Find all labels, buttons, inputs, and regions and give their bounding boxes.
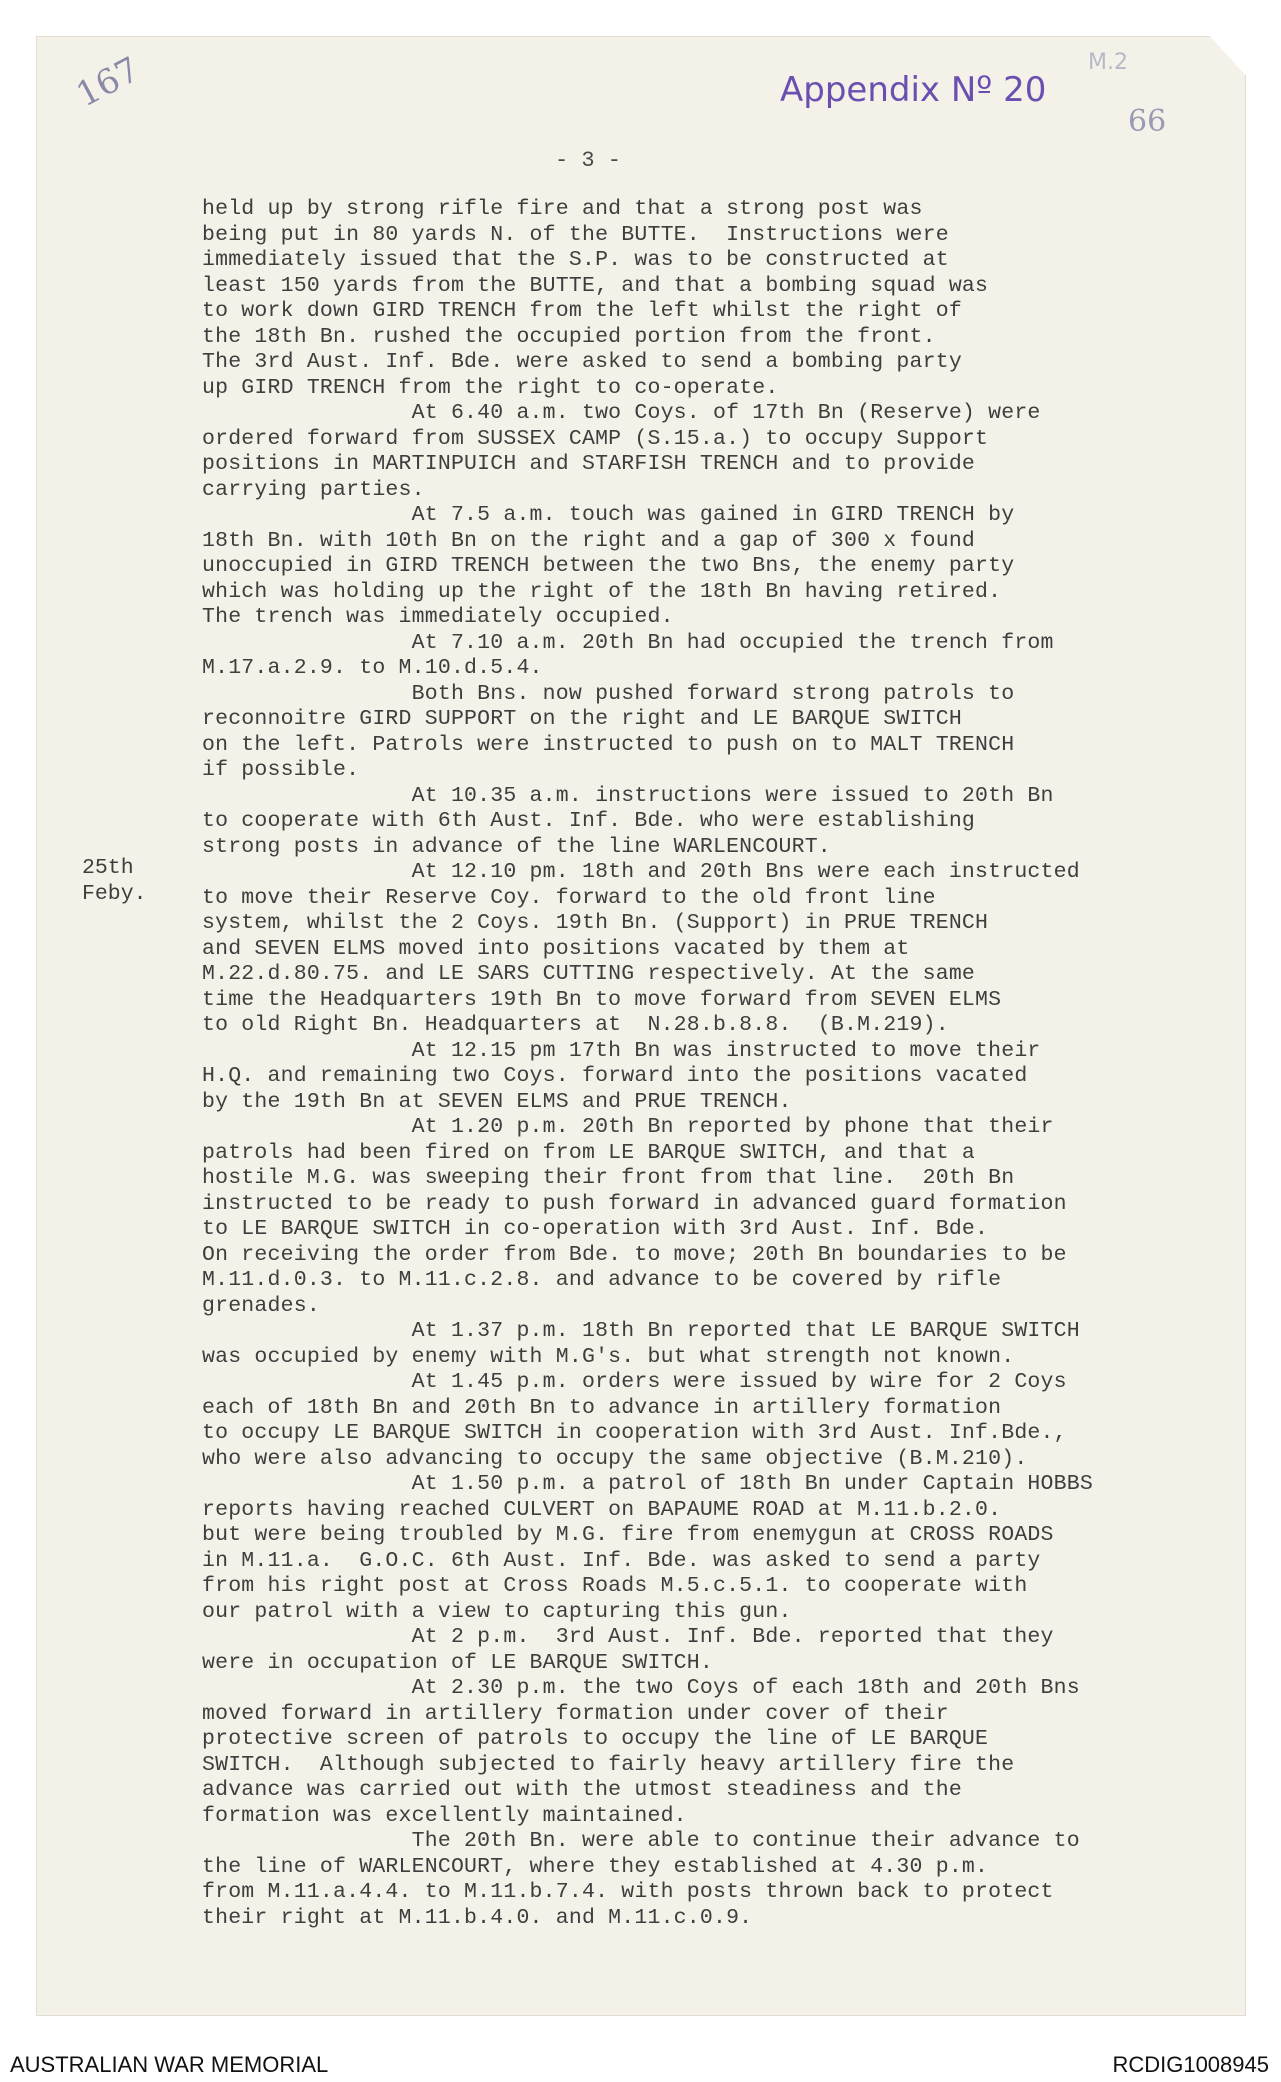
text-line: H.Q. and remaining two Coys. forward into the positions vacated (202, 1064, 1028, 1088)
text-line: SWITCH. Although subjected to fairly heavy artillery fire the (202, 1752, 1015, 1777)
stamp-number: 167 (70, 49, 147, 116)
footer-bar (0, 2050, 1281, 2082)
text-line: held up by strong rifle fire and that a strong post was (202, 197, 923, 221)
text-line: were in occupation of LE BARQUE SWITCH. (202, 1650, 713, 1675)
text-line: our patrol with a view to capturing this gun. (202, 1599, 792, 1624)
text-line: positions in MARTINPUICH and STARFISH TRENCH and to provide (202, 452, 976, 476)
text-line: immediately issued that the S.P. was to be constructed at (202, 248, 949, 272)
text-line: to LE BARQUE SWITCH in co-operation with 3rd Aust. Inf. Bde. (202, 1217, 989, 1241)
text-line: advance was carried out with the utmost steadiness and the (202, 1778, 962, 1802)
text-line: 18th Bn. with 10th Bn on the right and a gap of 300 x found (202, 528, 976, 553)
page-number: - 3 - (555, 148, 622, 173)
text-line: At 7.10 a.m. 20th Bn had occupied the trench from (202, 630, 1054, 655)
text-line: to move their Reserve Coy. forward to the old front line (202, 885, 936, 910)
text-line: who were also advancing to occupy the same objective (B.M.210). (202, 1446, 1028, 1471)
text-line: At 2.30 p.m. the two Coys of each 18th and 20th Bns (202, 1676, 1080, 1700)
text-line: on the left. Patrols were instructed to push on to MALT TRENCH (202, 732, 1015, 757)
text-line: their right at M.11.b.4.0. and M.11.c.0.9. (202, 1905, 753, 1930)
text-line: but were being troubled by M.G. fire from enemygun at CROSS ROADS (202, 1523, 1054, 1547)
text-line: least 150 yards from the BUTTE, and that a bombing squad was (202, 273, 989, 298)
text-line: the 18th Bn. rushed the occupied portion from the front. (202, 324, 936, 349)
text-line: At 1.50 p.m. a patrol of 18th Bn under Captain HOBBS (202, 1472, 1093, 1496)
folio-number: 66 (1128, 104, 1167, 139)
text-line: to old Right Bn. Headquarters at N.28.b.8.8. (B.M.219). (202, 1013, 949, 1037)
text-line: instructed to be ready to push forward in advanced guard formation (202, 1191, 1067, 1216)
text-line: patrols had been fired on from LE BARQUE SWITCH, and that a (202, 1140, 976, 1165)
text-line: M.22.d.80.75. and LE SARS CUTTING respectively. At the same (202, 962, 976, 986)
text-line: each of 18th Bn and 20th Bn to advance in artillery formation (202, 1395, 1002, 1420)
text-line: moved forward in artillery formation under cover of their (202, 1701, 949, 1726)
text-line: was occupied by enemy with M.G's. but what strength not known. (202, 1344, 1015, 1369)
text-line: At 7.5 a.m. touch was gained in GIRD TRENCH by (202, 503, 1015, 527)
appendix-label: Appendix Nº 20 (780, 70, 1047, 110)
text-line: reports having reached CULVERT on BAPAUME ROAD at M.11.b.2.0. (202, 1497, 1002, 1522)
text-line: At 12.10 pm. 18th and 20th Bns were each instructed (202, 860, 1080, 884)
text-line: At 10.35 a.m. instructions were issued to 20th Bn (202, 783, 1054, 808)
text-line: carrying parties. (202, 477, 425, 502)
text-line: At 12.15 pm 17th Bn was instructed to move their (202, 1038, 1041, 1063)
text-line: strong posts in advance of the line WARLENCOURT. (202, 834, 831, 859)
document-body (202, 197, 1202, 1931)
text-line: by the 19th Bn at SEVEN ELMS and PRUE TRENCH. (202, 1089, 792, 1114)
text-line: hostile M.G. was sweeping their front from that line. 20th Bn (202, 1166, 1015, 1190)
text-line: Both Bns. now pushed forward strong patrols to (202, 681, 1015, 706)
text-line: system, whilst the 2 Coys. 19th Bn. (Support) in PRUE TRENCH (202, 911, 989, 935)
text-line: the line of WARLENCOURT, where they established at 4.30 p.m. (202, 1854, 989, 1879)
text-line: formation was excellently maintained. (202, 1803, 687, 1828)
text-line: time the Headquarters 19th Bn to move forward from SEVEN ELMS (202, 987, 1002, 1012)
text-line: in M.11.a. G.O.C. 6th Aust. Inf. Bde. was asked to send a party (202, 1548, 1041, 1573)
text-line: At 1.37 p.m. 18th Bn reported that LE BARQUE SWITCH (202, 1319, 1080, 1343)
text-line: At 6.40 a.m. two Coys. of 17th Bn (Reserve) were (202, 401, 1041, 425)
text-line: unoccupied in GIRD TRENCH between the two Bns, the enemy party (202, 554, 1015, 578)
text-line: The 3rd Aust. Inf. Bde. were asked to send a bombing party (202, 350, 962, 374)
text-line: ordered forward from SUSSEX CAMP (S.15.a.) to occupy Support (202, 426, 989, 451)
text-line: M.11.d.0.3. to M.11.c.2.8. and advance to be covered by rifle (202, 1268, 1002, 1292)
corner-mark: M.2 (1088, 50, 1128, 75)
text-line: At 1.20 p.m. 20th Bn reported by phone that their (202, 1115, 1054, 1139)
text-line: At 2 p.m. 3rd Aust. Inf. Bde. reported that they (202, 1625, 1054, 1649)
text-line: up GIRD TRENCH from the right to co-operate. (202, 375, 779, 400)
text-line: The 20th Bn. were able to continue their advance to (202, 1829, 1080, 1853)
margin-date-note: 25th Feby. (82, 856, 147, 906)
text-line: to occupy LE BARQUE SWITCH in cooperation with 3rd Aust. Inf.Bde., (202, 1421, 1067, 1445)
text-line: The trench was immediately occupied. (202, 605, 674, 629)
text-line: grenades. (202, 1293, 320, 1318)
text-line: and SEVEN ELMS moved into positions vacated by them at (202, 936, 910, 961)
text-line: M.17.a.2.9. to M.10.d.5.4. (202, 656, 543, 680)
footer-source: AUSTRALIAN WAR MEMORIAL (10, 2052, 329, 2077)
text-line: to cooperate with 6th Aust. Inf. Bde. who were establishing (202, 809, 976, 833)
text-line: from M.11.a.4.4. to M.11.b.7.4. with posts thrown back to protect (202, 1880, 1054, 1904)
text-line: At 1.45 p.m. orders were issued by wire for 2 Coys (202, 1370, 1067, 1394)
text-line: from his right post at Cross Roads M.5.c.5.1. to cooperate with (202, 1574, 1028, 1598)
text-line: to work down GIRD TRENCH from the left whilst the right of (202, 299, 962, 323)
text-line: reconnoitre GIRD SUPPORT on the right and LE BARQUE SWITCH (202, 707, 962, 731)
text-line: On receiving the order from Bde. to move; 20th Bn boundaries to be (202, 1242, 1067, 1267)
text-line: if possible. (202, 758, 360, 782)
text-line: which was holding up the right of the 18th Bn having retired. (202, 579, 1002, 604)
footer-id: RCDIG1008945 (1112, 2052, 1269, 2077)
text-line: being put in 80 yards N. of the BUTTE. Instructions were (202, 222, 949, 247)
text-line: protective screen of patrols to occupy the line of LE BARQUE (202, 1727, 989, 1751)
